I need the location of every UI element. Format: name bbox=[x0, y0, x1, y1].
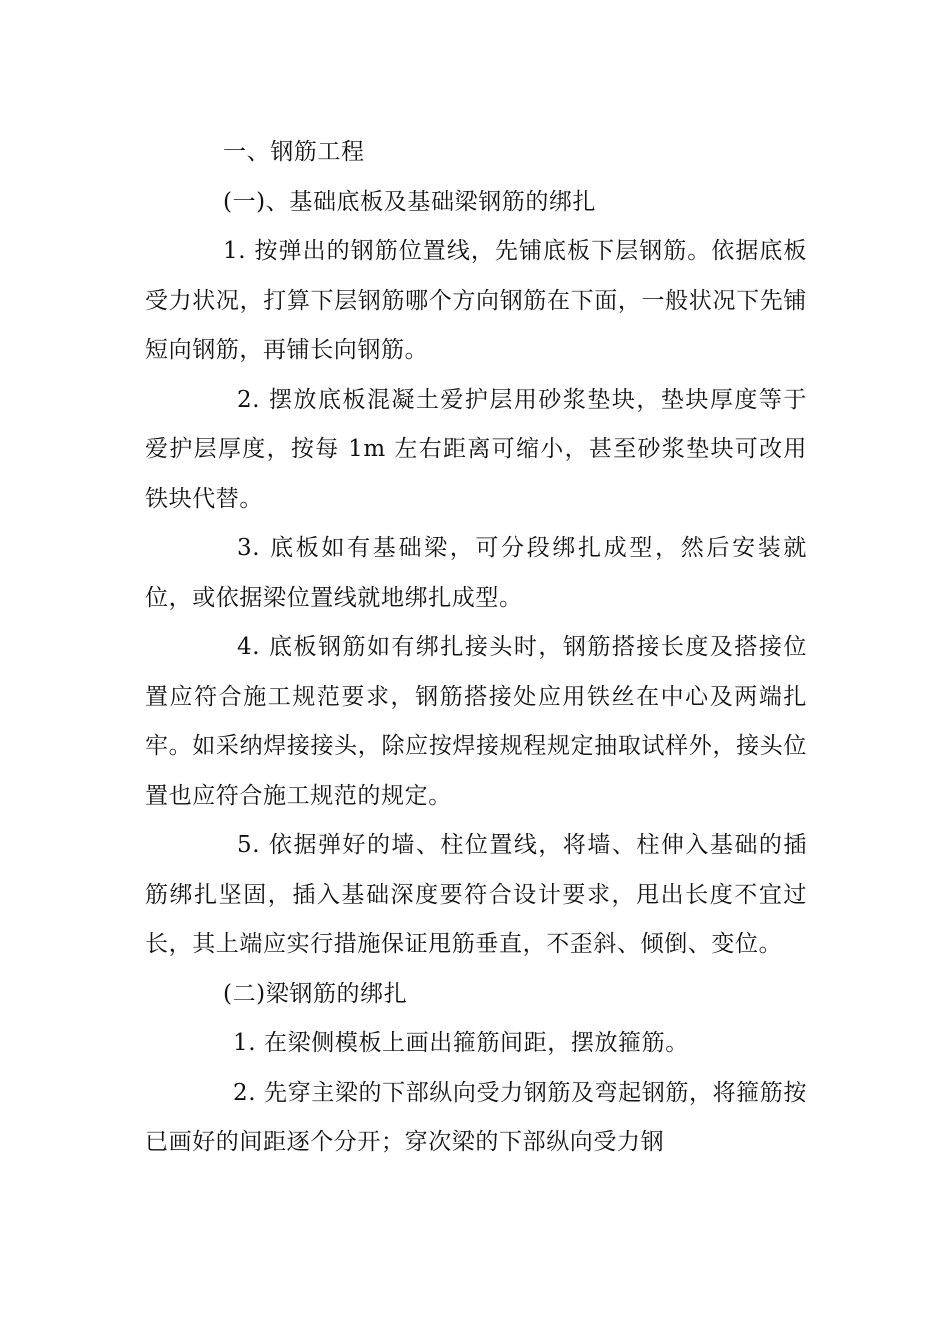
paragraph-foundation-4: 4. 底板钢筋如有绑扎接头时，钢筋搭接长度及搭接位置应符合施工规范要求，钢筋搭接处应用铁丝在中心及两端扎牢。如采纳焊接接头，除应按焊接规程规定抽取试样外，接头位置也应符合施工规范的规定。 bbox=[145, 634, 807, 809]
paragraph-foundation-1: 1. 按弹出的钢筋位置线，先铺底板下层钢筋。依据底板受力状况，打算下层钢筋哪个方向钢筋在下面，一般状况下先铺短向钢筋，再铺长向钢筋。 bbox=[145, 238, 807, 363]
paragraph-foundation-3: 3. 底板如有基础梁，可分段绑扎成型，然后安装就位，或依据梁位置线就地绑扎成型。 bbox=[145, 535, 807, 611]
paragraph-foundation-2: 2. 摆放底板混凝土爱护层用砂浆垫块，垫块厚度等于爱护层厚度，按每 1m 左右距离可缩小，甚至砂浆垫块可改用铁块代替。 bbox=[145, 386, 807, 512]
document-body bbox=[145, 128, 807, 1168]
paragraph-foundation-5: 5. 依据弹好的墙、柱位置线，将墙、柱伸入基础的插筋绑扎坚固，插入基础深度要符合设计要求，甩出长度不宜过长，其上端应实行措施保证甩筋垂直，不歪斜、倾倒、变位。 bbox=[145, 832, 807, 957]
heading-steel-works: 一、钢筋工程 bbox=[223, 139, 365, 165]
section-title-foundation: (一)、基础底板及基础梁钢筋的绑扎 bbox=[223, 188, 597, 215]
paragraph-beam-2: 2. 先穿主梁的下部纵向受力钢筋及弯起钢筋，将箍筋按已画好的间距逐个分开；穿次梁的下部纵向受力钢 bbox=[145, 1079, 807, 1155]
paragraph-beam-1: 1. 在梁侧模板上画出箍筋间距，摆放箍筋。 bbox=[233, 1030, 689, 1056]
section-title-beam: (二)梁钢筋的绑扎 bbox=[223, 980, 408, 1007]
